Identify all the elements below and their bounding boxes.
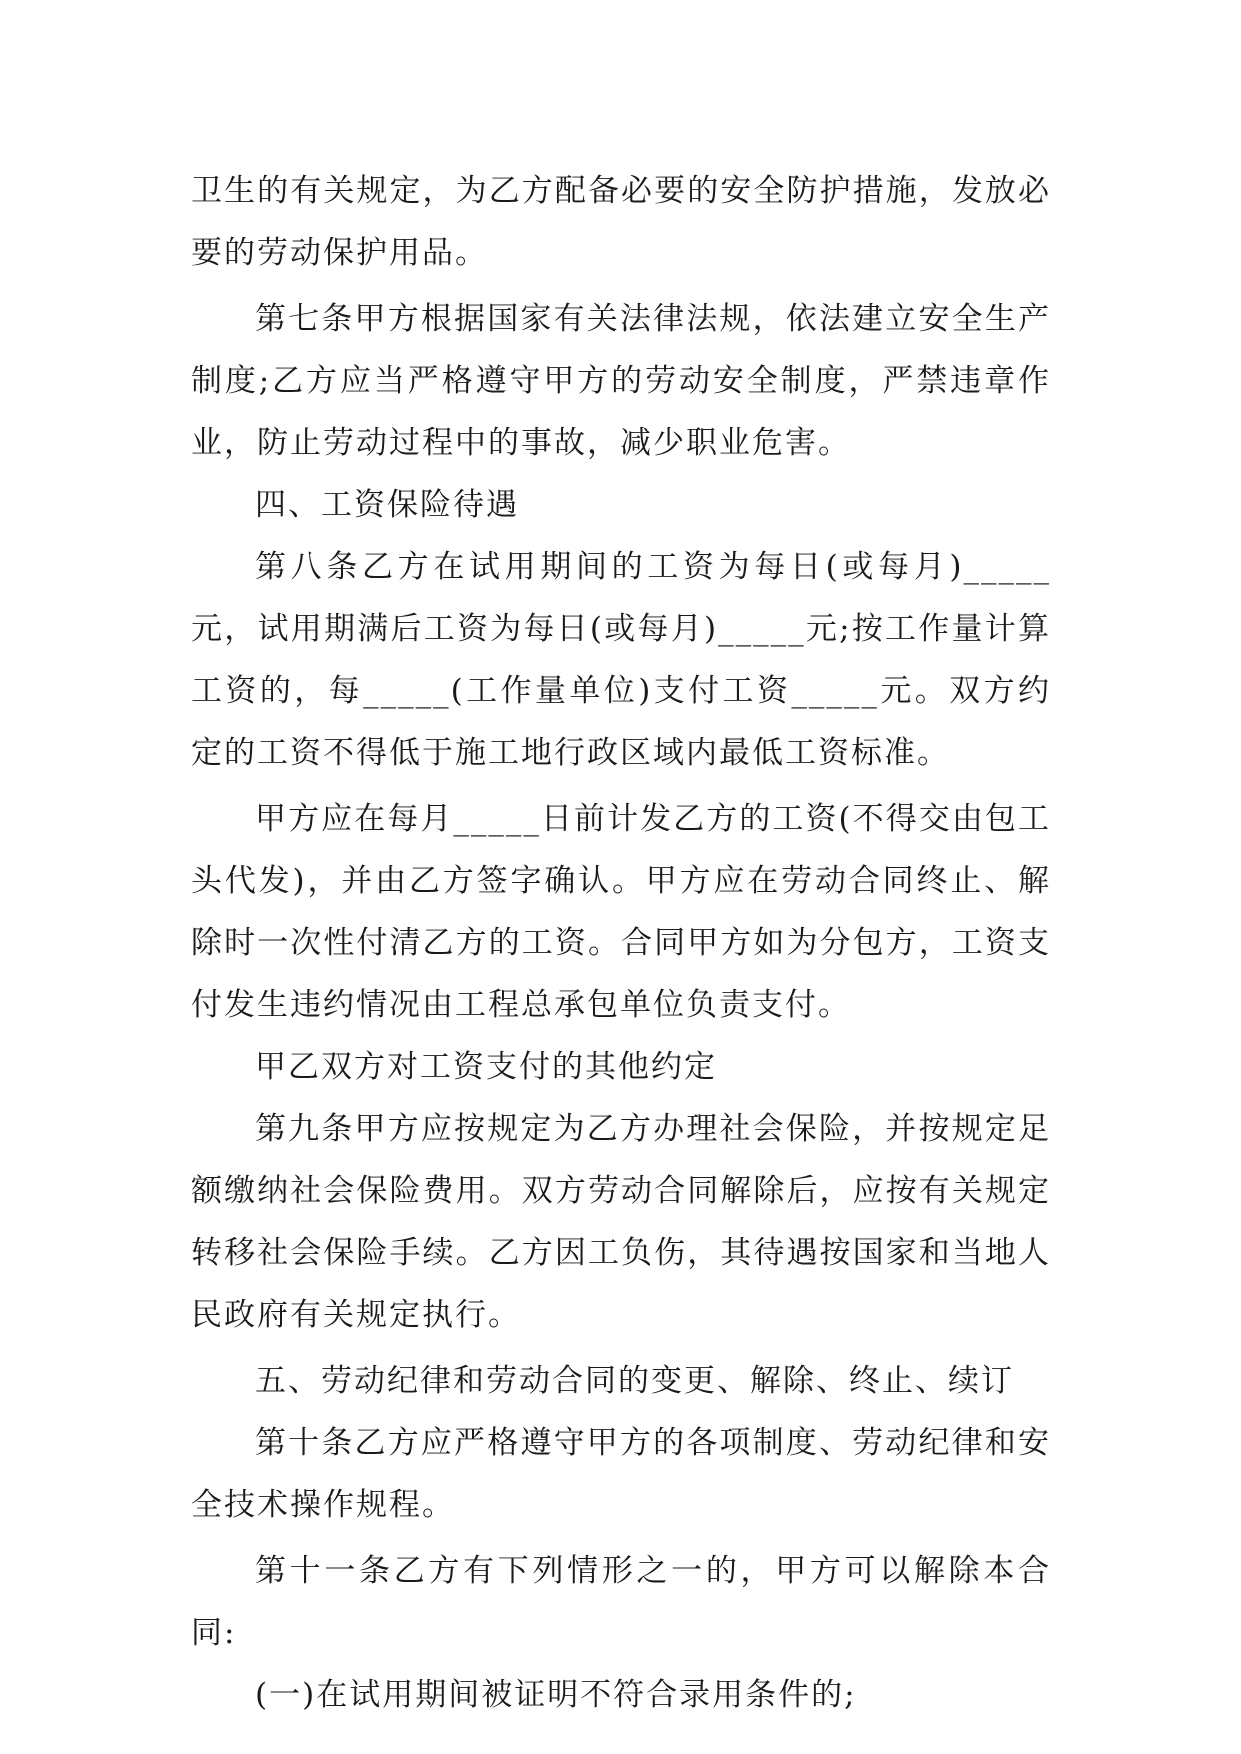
document-body [191,160,1051,1726]
paragraph: 卫生的有关规定，为乙方配备必要的安全防护措施，发放必要的劳动保护用品。 [191,173,1051,271]
paragraph: 甲乙双方对工资支付的其他约定 [255,1049,717,1085]
paragraph: 第十条乙方应严格遵守甲方的各项制度、劳动纪律和安全技术操作规程。 [191,1425,1051,1523]
paragraph: 甲方应在每月_____日前计发乙方的工资(不得交由包工头代发)，并由乙方签字确认。甲方应在劳动合同终止、解除时一次性付清乙方的工资。合同甲方如为分包方，工资支付发生违约情况由工程总承包单位负责支付。 [191,801,1051,1023]
section-heading: 四、工资保险待遇 [255,487,519,523]
paragraph: 第十一条乙方有下列情形之一的，甲方可以解除本合同: [191,1553,1051,1651]
paragraph: 第七条甲方根据国家有关法律法规，依法建立安全生产制度;乙方应当严格遵守甲方的劳动安全制度，严禁违章作业，防止劳动过程中的事故，减少职业危害。 [191,301,1051,461]
paragraph: 第九条甲方应按规定为乙方办理社会保险，并按规定足额缴纳社会保险费用。双方劳动合同解除后，应按有关规定转移社会保险手续。乙方因工负伤，其待遇按国家和当地人民政府有关规定执行。 [191,1111,1051,1333]
section-heading: 五、劳动纪律和劳动合同的变更、解除、终止、续订 [255,1363,1014,1399]
paragraph: 第八条乙方在试用期间的工资为每日(或每月)_____元，试用期满后工资为每日(或每月)_____元;按工作量计算工资的，每_____(工作量单位)支付工资_____元。双方约定的工资不得低于施工地行政区域内最低工资标准。 [191,549,1051,771]
list-item: (一)在试用期间被证明不符合录用条件的; [255,1677,857,1713]
